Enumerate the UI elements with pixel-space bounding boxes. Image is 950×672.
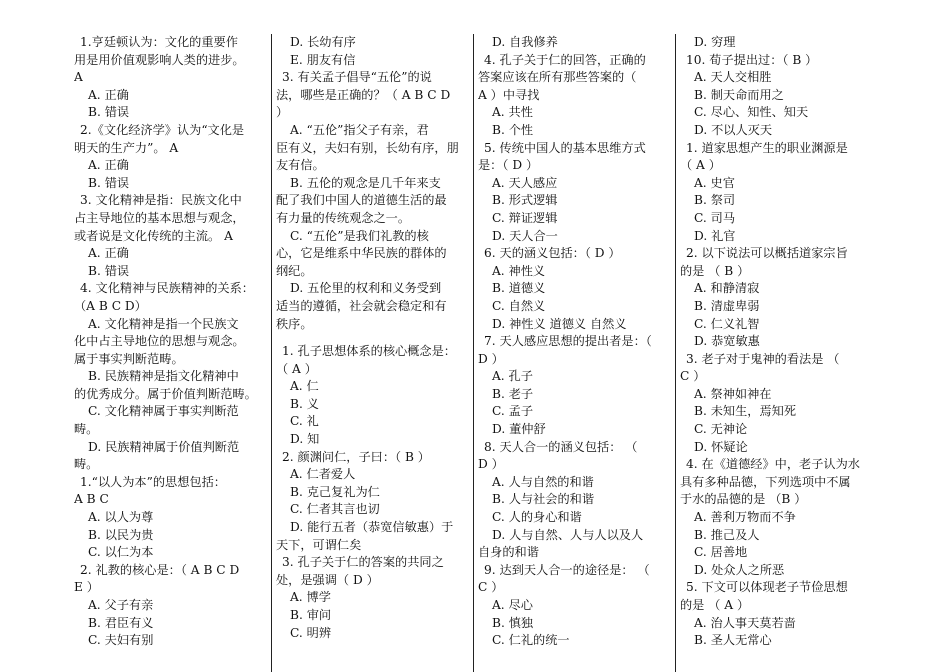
option-line: A. 正确 <box>88 246 129 261</box>
option-line: A. “五伦”指父子有亲，君 <box>290 122 429 137</box>
text-line: 属于事实判断范畴。 <box>74 351 184 366</box>
option-line: D. 不以人灭天 <box>694 122 773 137</box>
option-line: B. 克己复礼为仁 <box>290 484 380 499</box>
question-line: 3. 老子对于鬼神的看法是 （ <box>686 351 840 366</box>
option-line: D. 处众人之所恶 <box>694 562 785 577</box>
option-line: A. 史官 <box>694 175 735 190</box>
option-line: B. 以民为贵 <box>88 527 154 542</box>
question-line: 1. 孔子思想体系的核心概念是： <box>282 344 456 359</box>
option-line: B. 错误 <box>88 263 130 278</box>
option-line: B. 未知生，焉知死 <box>694 404 797 419</box>
text-line: 于水的品德的是 （B ） <box>680 492 807 507</box>
column-2 <box>272 34 474 672</box>
option-line: C. 文化精神属于事实判断范 <box>88 404 239 419</box>
option-line: C. 司马 <box>694 210 736 225</box>
option-line: B. 形式逻辑 <box>492 193 558 208</box>
text-line: 答案应该在所有那些答案的（ <box>478 70 637 85</box>
question-line: 1.亨廷顿认为：文化的重要作 <box>80 35 238 49</box>
option-line: B. 个性 <box>492 122 534 137</box>
text-line: （ A ） <box>276 361 317 376</box>
option-line: A. 神性义 <box>492 263 546 278</box>
text-line: 配了我们中国人的道德生活的最 <box>276 193 447 208</box>
text-line: 适当的遵循，社会就会稳定和有 <box>276 298 447 313</box>
option-line: A. 和静清寂 <box>694 281 760 296</box>
option-line: D. 长幼有序 <box>290 35 356 49</box>
option-line: A. 尽心 <box>492 598 533 612</box>
option-line: A. 天人交相胜 <box>694 70 772 85</box>
text-line: 秩序。 <box>276 316 313 331</box>
text-line: 有力量的传统观念之一。 <box>276 210 411 225</box>
column-1 <box>70 34 272 672</box>
option-line: A. 正确 <box>88 158 129 173</box>
option-line: B. 君臣有义 <box>88 615 154 630</box>
option-line: B. 道德义 <box>492 281 546 296</box>
text-line: C ） <box>680 369 706 384</box>
option-line: A. 父子有亲 <box>88 598 154 612</box>
question-line: 8. 天人合一的涵义包括： （ <box>484 439 638 454</box>
option-line: C. 无神论 <box>694 422 748 437</box>
question-line: 2. 以下说法可以概括道家宗旨 <box>686 246 848 261</box>
option-line: D. 民族精神属于价值判断范 <box>88 439 240 454</box>
option-line: A. 人与自然的和谐 <box>492 474 594 489</box>
option-line: C. 人的身心和谐 <box>492 510 582 525</box>
option-line: B. 老子 <box>492 386 534 401</box>
text-line: A ）中寻找 <box>478 87 540 102</box>
text-line: 化中占主导地位的思想与观念。 <box>74 334 245 349</box>
option-line: A. 天人感应 <box>492 175 558 190</box>
option-line: A. 仁 <box>290 379 319 394</box>
option-line: C. 尽心、知性、知天 <box>694 105 809 120</box>
text-line: 畴。 <box>74 457 99 472</box>
option-line: A. 善利万物而不争 <box>694 510 796 525</box>
question-line: 4. 孔子关于仁的回答，正确的 <box>484 52 646 67</box>
question-line: 1.“以人为本”的思想包括： <box>80 474 226 489</box>
option-line: B. 慎独 <box>492 615 534 630</box>
option-line: C. 辩证逻辑 <box>492 210 558 225</box>
option-line: C. 夫妇有别 <box>88 633 154 648</box>
option-line: A. 孔子 <box>492 369 533 384</box>
text-line: 自身的和谐 <box>478 545 539 560</box>
option-line: C. 自然义 <box>492 298 546 313</box>
text-line: E ） <box>74 580 99 595</box>
question-line: 7. 天人感应思想的提出者是：（ <box>484 334 652 349</box>
text-line: （ A ） <box>680 158 721 173</box>
option-line: A. 以人为尊 <box>88 510 154 525</box>
option-line: D. 神性义 道德义 自然义 <box>492 316 627 331</box>
option-line: B. 清虚卑弱 <box>694 298 760 313</box>
column-4 <box>676 34 874 672</box>
option-line: B. 错误 <box>88 105 130 120</box>
option-line: C. 仁者其言也讱 <box>290 502 380 517</box>
option-line: A. 博学 <box>290 590 331 605</box>
option-line: E. 朋友有信 <box>290 52 356 67</box>
option-line: D. 五伦里的权利和义务受到 <box>290 281 442 296</box>
option-line: A. 仁者爱人 <box>290 467 356 482</box>
question-line: 5. 传统中国人的基本思维方式 <box>484 140 646 155</box>
text-line: （A B C D） <box>74 298 147 313</box>
option-line: B. 祭司 <box>694 193 736 208</box>
option-line: D. 自我修养 <box>492 35 558 49</box>
text-line: 的是 （ B ） <box>680 263 750 278</box>
text-line: 占主导地位的基本思想与观念， <box>74 210 245 225</box>
option-line: C. 孟子 <box>492 404 534 419</box>
spacer <box>276 333 471 343</box>
text-line: 明天的生产力”。 A <box>74 140 179 155</box>
text-line: 的优秀成分。属于价值判断范畴。 <box>74 386 257 401</box>
option-line: D. 人与自然、人与人以及人 <box>492 527 644 542</box>
column-3 <box>474 34 676 672</box>
option-line: C. 以仁为本 <box>88 545 154 560</box>
option-line: D. 天人合一 <box>492 228 558 243</box>
text-line: ） <box>276 105 289 120</box>
text-line: 天下，可谓仁矣 <box>276 537 362 552</box>
question-line: 3. 孔子关于仁的答案的共同之 <box>282 555 444 570</box>
option-line: B. 人与社会的和谐 <box>492 492 595 507</box>
option-line: C. 仁礼的统一 <box>492 633 570 648</box>
text-line: 的是 （ A ） <box>680 598 750 612</box>
option-line: D. 穷理 <box>694 35 736 49</box>
text-line: 具有多种品德，下列选项中不属 <box>680 474 851 489</box>
option-line: C. 居善地 <box>694 545 748 560</box>
option-line: B. 义 <box>290 396 319 411</box>
option-line: D. 知 <box>290 432 320 447</box>
option-line: D. 怀疑论 <box>694 439 748 454</box>
text-line: A <box>74 70 83 85</box>
option-line: B. 制天命而用之 <box>694 87 784 102</box>
question-line: 6. 天的涵义包括：（ D ） <box>484 246 621 261</box>
option-line: C. 仁义礼智 <box>694 316 760 331</box>
text-line: C ） <box>478 580 504 595</box>
option-line: B. 推己及人 <box>694 527 760 542</box>
text-line: 纲纪。 <box>276 263 313 278</box>
option-line: D. 董仲舒 <box>492 422 546 437</box>
question-line: 3. 文化精神是指：民族文化中 <box>80 193 242 208</box>
text-line: 臣有义，夫妇有别，长幼有序，朋 <box>276 140 459 155</box>
option-line: B. 圣人无常心 <box>694 633 772 648</box>
option-line: A. 正确 <box>88 87 129 102</box>
question-line: 4. 文化精神与民族精神的关系： <box>80 281 254 296</box>
text-line: A B C <box>74 492 109 507</box>
option-line: A. 文化精神是指一个民族文 <box>88 316 239 331</box>
text-line: D ） <box>478 351 504 366</box>
text-line: 用是用价值观影响人类的进步。 <box>74 52 245 67</box>
option-line: A. 治人事天莫若啬 <box>694 615 796 630</box>
question-line: 5. 下文可以体现老子节俭思想 <box>686 580 848 595</box>
question-line: 3. 有关孟子倡导“五伦”的说 <box>282 70 432 85</box>
text-line: D ） <box>478 457 504 472</box>
option-line: A. 祭神如神在 <box>694 386 772 401</box>
option-line: A. 共性 <box>492 105 533 120</box>
question-line: 10. 荀子提出过：（ B ） <box>686 52 818 67</box>
option-line: B. 五伦的观念是几千年来支 <box>290 175 441 190</box>
option-line: D. 能行五者（恭宽信敏惠）于 <box>290 520 454 535</box>
text-line: 法，哪些是正确的？（ A B C D <box>276 87 451 102</box>
option-line: D. 恭宽敏惠 <box>694 334 760 349</box>
option-line: C. 明辨 <box>290 625 332 640</box>
option-line: B. 审问 <box>290 608 332 622</box>
question-line: 2. 礼教的核心是：（ A B C D <box>80 562 240 577</box>
question-line: 2. 颜渊问仁，子曰：（ B ） <box>282 449 430 464</box>
option-line: C. 礼 <box>290 414 319 429</box>
option-line: D. 礼官 <box>694 228 736 243</box>
question-line: 9. 达到天人合一的途径是： （ <box>484 562 650 577</box>
text-line: 处，是强调（ D ） <box>276 572 379 587</box>
question-line: 1. 道家思想产生的职业渊源是 <box>686 140 848 155</box>
question-line: 2.《文化经济学》认为“文化是 <box>80 122 245 137</box>
text-line: 友有信。 <box>276 158 325 173</box>
text-line: 是：（ D ） <box>478 158 539 173</box>
option-line: B. 民族精神是指文化精神中 <box>88 369 239 384</box>
text-line: 心，它是维系中华民族的群体的 <box>276 246 447 261</box>
question-line: 4. 在《道德经》中，老子认为水 <box>686 457 860 472</box>
option-line: B. 错误 <box>88 175 130 190</box>
option-line: C. “五伦”是我们礼教的核 <box>290 228 429 243</box>
text-line: 或者说是文化传统的主流。 A <box>74 228 233 243</box>
text-line: 畴。 <box>74 422 99 437</box>
